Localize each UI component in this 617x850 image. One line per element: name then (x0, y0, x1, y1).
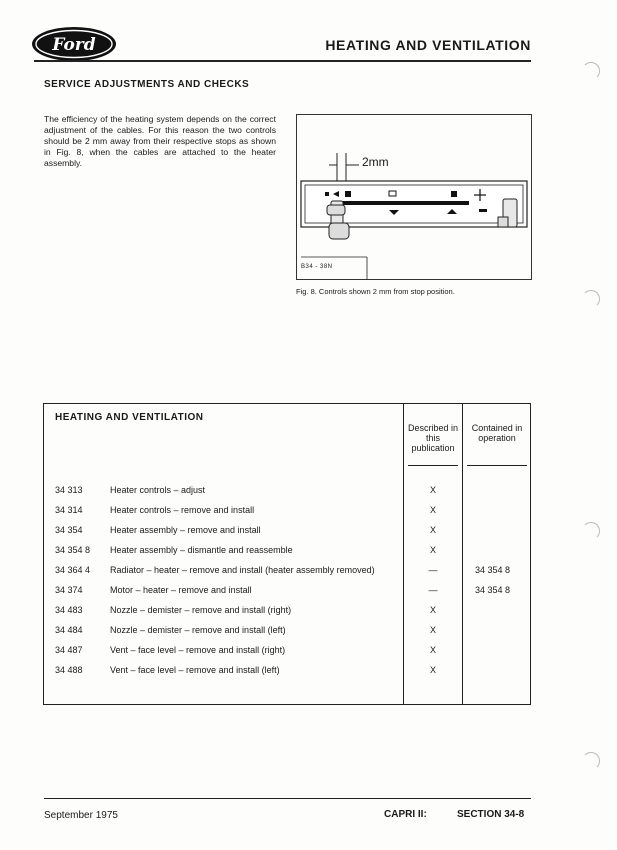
operation-description: Motor – heater – remove and install (110, 585, 252, 595)
heater-controls-illustration (297, 115, 531, 279)
operation-description: Heater controls – remove and install (110, 505, 255, 515)
operation-code: 34 354 (55, 525, 83, 535)
described-mark: X (429, 645, 436, 655)
described-mark: X (429, 665, 436, 675)
described-mark: X (429, 545, 436, 555)
operation-description: Heater assembly – dismantle and reassemble (110, 545, 293, 555)
header-underline (408, 465, 458, 466)
contained-in: 34 354 8 (475, 585, 511, 595)
ford-logo (30, 24, 118, 64)
described-mark: X (429, 605, 436, 615)
section-heading: HEATING AND VENTILATION (325, 37, 531, 53)
figure-caption: Fig. 8. Controls shown 2 mm from stop position. (296, 287, 455, 296)
operation-code: 34 484 (55, 625, 83, 635)
table-row (0, 545, 617, 559)
operation-code: 34 313 (55, 485, 83, 495)
table-row (0, 605, 617, 619)
figure-frame (296, 114, 532, 280)
punch-hole-mark (582, 522, 600, 540)
footer-rule (44, 798, 531, 799)
table-title: HEATING AND VENTILATION (55, 412, 204, 423)
described-mark: X (429, 525, 436, 535)
subheading: SERVICE ADJUSTMENTS AND CHECKS (44, 79, 250, 90)
table-row (0, 665, 617, 679)
footer-section: SECTION 34-8 (457, 809, 525, 820)
described-mark: X (429, 505, 436, 515)
table-row (0, 565, 617, 579)
punch-hole-mark (582, 62, 600, 80)
operation-description: Nozzle – demister – remove and install (left) (110, 625, 286, 635)
operation-description: Heater assembly – remove and install (110, 525, 261, 535)
table-row (0, 485, 617, 499)
operation-description: Radiator – heater – remove and install (heater assembly removed) (110, 565, 375, 575)
operation-code: 34 487 (55, 645, 83, 655)
table-row (0, 505, 617, 519)
operation-code: 34 354 8 (55, 545, 91, 555)
operation-description: Nozzle – demister – remove and install (right) (110, 605, 292, 615)
described-mark: — (428, 565, 438, 575)
operation-description: Vent – face level – remove and install (right) (110, 645, 286, 655)
header-underline (467, 465, 527, 466)
operation-code: 34 314 (55, 505, 83, 515)
table-row (0, 585, 617, 599)
operation-code: 34 364 4 (55, 565, 91, 575)
intro-paragraph: The efficiency of the heating system depends on the correct adjustment of the cables. For this reason the two controls should be 2 mm away from their respective stops as shown in Fig. 8, when the cables are attached to the heater assembly. (44, 114, 276, 168)
table-row (0, 525, 617, 539)
dimension-label: 2mm (362, 155, 389, 169)
contained-in: 34 354 8 (475, 565, 511, 575)
operation-description: Heater controls – adjust (110, 485, 206, 495)
operation-code: 34 483 (55, 605, 83, 615)
operation-code: 34 374 (55, 585, 83, 595)
punch-hole-mark (582, 290, 600, 308)
header-rule (34, 60, 531, 62)
described-mark: X (429, 625, 436, 635)
logo-text: Ford (52, 35, 96, 55)
column-header-described: Described in this publication (407, 423, 459, 453)
operation-code: 34 488 (55, 665, 83, 675)
operation-description: Vent – face level – remove and install (left) (110, 665, 280, 675)
footer-date: September 1975 (44, 810, 118, 821)
punch-hole-mark (582, 752, 600, 770)
figure-code: B34 - 38N (301, 264, 333, 270)
table-row (0, 645, 617, 659)
described-mark: X (429, 485, 436, 495)
table-row (0, 625, 617, 639)
column-header-contained: Contained in operation (471, 423, 523, 443)
footer-model: CAPRI II: (384, 809, 427, 820)
described-mark: — (428, 585, 438, 595)
